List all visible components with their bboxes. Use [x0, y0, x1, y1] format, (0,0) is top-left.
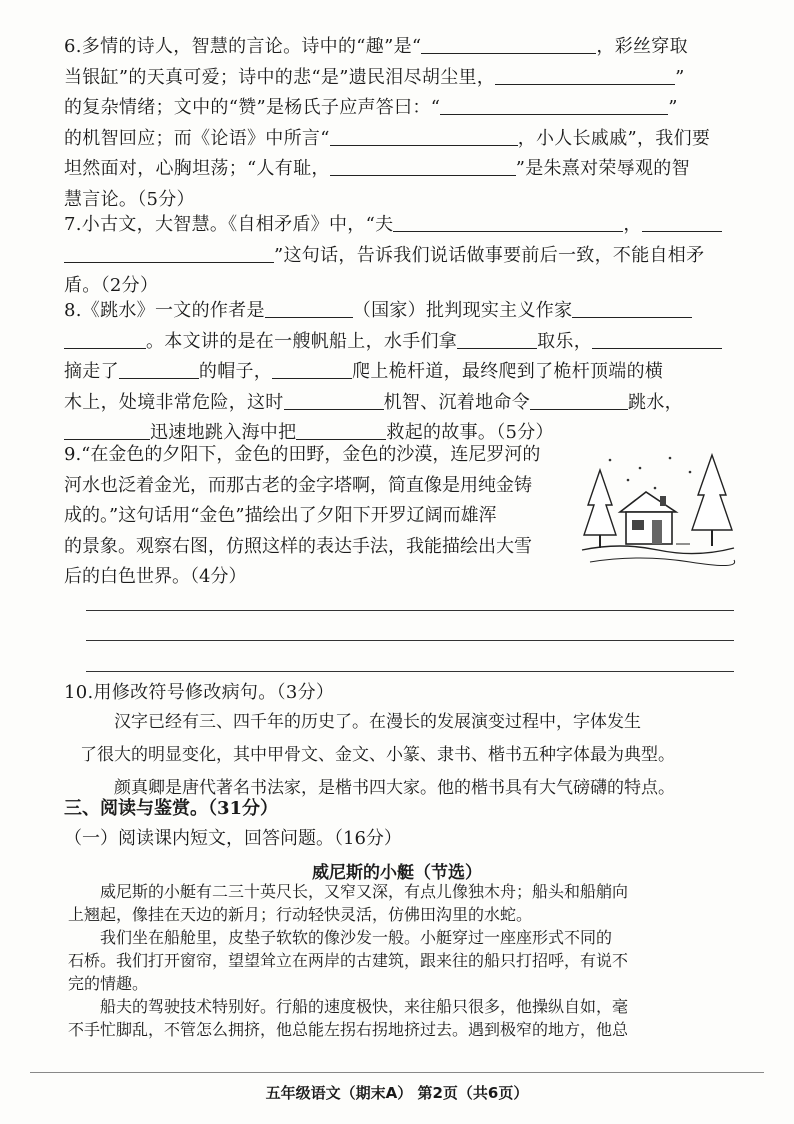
writing-line[interactable] — [86, 671, 734, 672]
q8-text: 爬上桅杆道，最终爬到了桅杆顶端的横 — [352, 361, 664, 382]
q6-text: ，小人长戚戚”，我们要 — [517, 127, 711, 149]
q8-text: 跳水， — [628, 391, 683, 413]
q8-text: 摘走了 — [64, 361, 119, 382]
q7-text: ， — [623, 214, 642, 235]
answer-blank[interactable] — [119, 360, 199, 379]
answer-blank[interactable] — [421, 35, 596, 54]
sick-sentence-passage — [80, 706, 730, 805]
answer-blank[interactable] — [393, 213, 623, 232]
question-9 — [64, 440, 574, 593]
q8-text: 的帽子， — [198, 361, 273, 382]
q6-text: 坦然面对，心胸坦荡；“人有耻， — [64, 158, 330, 179]
q6-text: 慧言论。（5分） — [64, 188, 195, 210]
q9-text: 河水也泛着金光，而那古老的金字塔啊，简直像是用纯金铸 — [64, 474, 532, 496]
snowy-house-illustration-icon — [580, 450, 736, 580]
answer-blank[interactable] — [272, 360, 352, 379]
reading-line: 船夫的驾驶技术特别好。行船的速度极快，来往船只很多，他操纵自如，毫 — [100, 997, 629, 1016]
answer-blank[interactable] — [495, 66, 675, 85]
reading-line: 完的情趣。 — [68, 974, 149, 993]
answer-blank[interactable] — [284, 391, 384, 410]
q8-text: 8.《跳水》一文的作者是 — [64, 300, 265, 321]
question-7 — [64, 210, 734, 302]
answer-blank[interactable] — [64, 330, 146, 349]
q6-text: ，彩丝穿取 — [596, 36, 688, 57]
q8-text: 木上，处境非常危险，这时 — [64, 391, 284, 413]
answer-blank[interactable] — [642, 213, 722, 232]
q7-text: 盾。（2分） — [64, 275, 159, 296]
part-1-heading: （一）阅读课内短文，回答问题。（16分） — [64, 828, 402, 849]
reading-passage — [68, 880, 734, 1041]
q7-text: 7.小古文，大智慧。《自相矛盾》中，“夫 — [64, 214, 394, 235]
reading-line: 威尼斯的小艇有二三十英尺长，又窄又深，有点儿像独木舟；船头和船艄向 — [100, 882, 629, 901]
q6-text: 的机智回应；而《论语》中所言“ — [64, 127, 330, 149]
answer-blank[interactable] — [572, 299, 692, 318]
passage-line: 汉字已经有三、四千年的历史了。在漫长的发展演变过程中，字体发生 — [114, 712, 641, 732]
page-footer: 五年级语文（期末A） 第2页（共6页） — [265, 1084, 529, 1102]
answer-blank[interactable] — [265, 299, 353, 318]
q7-text: ”这句话，告诉我们说话做事要前后一致，不能自相矛 — [274, 244, 705, 266]
q9-text: 的景象。观察右图，仿照这样的表达手法，我能描绘出大雪 — [64, 535, 532, 557]
answer-blank[interactable] — [592, 330, 722, 349]
q8-text: 机智、沉着地命令 — [383, 391, 531, 413]
reading-title: 威尼斯的小艇（节选） — [312, 863, 482, 883]
answer-blank[interactable] — [64, 421, 150, 440]
passage-line: 颜真卿是唐代著名书法家，是楷书四大家。他的楷书具有大气磅礴的特点。 — [114, 778, 675, 798]
q8-text: 取乐， — [537, 330, 593, 352]
q9-text: 成的。”这句话用“金色”描绘出了夕阳下开罗辽阔而雄浑 — [64, 505, 497, 526]
question-10-title — [64, 678, 734, 709]
footer-divider — [30, 1072, 764, 1073]
q6-text: 6.多情的诗人，智慧的言论。诗中的“趣”是“ — [64, 36, 422, 57]
q10-title: 10.用修改符号修改病句。（3分） — [64, 682, 335, 703]
q8-text: 迅速地跳入海中把 — [150, 422, 297, 443]
q6-text: ”是朱熹对荣辱观的智 — [515, 158, 690, 179]
reading-line: 上翘起，像挂在天边的新月；行动轻快灵活，仿佛田沟里的水蛇。 — [68, 905, 533, 924]
question-8 — [64, 296, 734, 449]
q6-text: 的复杂情绪；文中的“赞”是杨氏子应声答曰：“ — [64, 97, 441, 118]
q6-text: 当银缸”的天真可爱；诗中的悲“是”遗民泪尽胡尘里， — [64, 66, 496, 88]
answer-blank[interactable] — [457, 330, 537, 349]
answer-blank[interactable] — [64, 244, 274, 263]
q6-text: ” — [668, 97, 678, 118]
q8-text: （国家）批判现实主义作家 — [352, 300, 573, 321]
writing-line[interactable] — [86, 610, 734, 611]
q9-text: 9.“在金色的夕阳下，金色的田野，金色的沙漠，连尼罗河的 — [64, 444, 541, 465]
answer-blank[interactable] — [296, 421, 386, 440]
section-3-heading: 三、阅读与鉴赏。（31分） — [64, 798, 279, 819]
writing-line[interactable] — [86, 640, 734, 641]
answer-blank[interactable] — [330, 127, 518, 146]
answer-blank[interactable] — [330, 157, 516, 176]
question-6 — [64, 32, 734, 215]
q9-text: 后的白色世界。（4分） — [64, 566, 247, 587]
reading-line: 石桥。我们打开窗帘，望望耸立在两岸的古建筑，跟来往的船只打招呼，有说不 — [68, 951, 629, 970]
q8-text: 救起的故事。（5分） — [386, 422, 554, 443]
reading-line: 我们坐在船舱里，皮垫子软软的像沙发一般。小艇穿过一座座形式不同的 — [100, 928, 613, 947]
answer-blank[interactable] — [440, 96, 668, 115]
q6-text: ” — [675, 66, 685, 88]
answer-blank[interactable] — [530, 391, 628, 410]
q8-text: 。本文讲的是在一艘帆船上，水手们拿 — [146, 330, 458, 352]
passage-line: 了很大的明显变化，其中甲骨文、金文、小篆、隶书、楷书五种字体最为典型。 — [80, 745, 675, 765]
reading-line: 不手忙脚乱，不管怎么拥挤，他总能左拐右拐地挤过去。遇到极窄的地方，他总 — [68, 1020, 629, 1039]
